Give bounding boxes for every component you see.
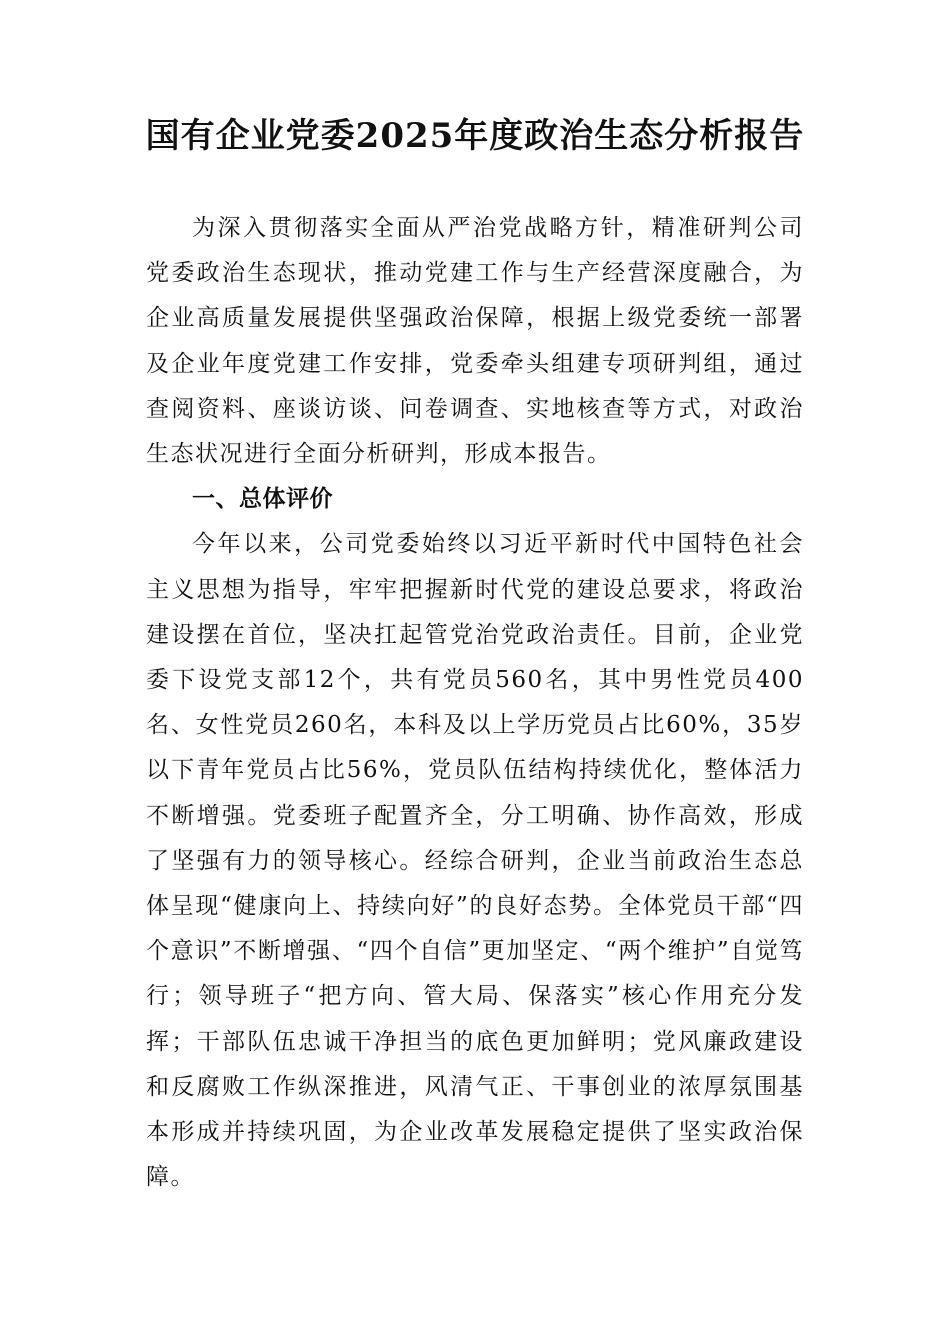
intro-paragraph: 为深入贯彻落实全面从严治党战略方针，精准研判公司党委政治生态现状，推动党建工作与生产经营深度融合，为企业高质量发展提供坚强政治保障，根据上级党委统一部署及企业年度党建工作安排，党委牵头组建专项研判组，通过查阅资料、座谈访谈、问卷调查、实地核查等方式，对政治生态状况进行全面分析研判，形成本报告。: [146, 215, 804, 468]
document-title: 国有企业党委2025年度政治生态分析报告: [145, 116, 805, 156]
section-heading-overall-evaluation: 一、总体评价: [192, 486, 333, 513]
section-1-paragraph: 今年以来，公司党委始终以习近平新时代中国特色社会主义思想为指导，牢牢把握新时代党的建设总要求，将政治建设摆在首位，坚决扛起管党治党政治责任。目前，企业党委下设党支部12个，共有党员560名，其中男性党员400名、女性党员260名，本科及以上学历党员占比60%，35岁以下青年党员占比56%，党员队伍结构持续优化，整体活力不断增强。党委班子配置齐全，分工明确、协作高效，形成了坚强有力的领导核心。经综合研判，企业当前政治生态总体呈现“健康向上、持续向好”的良好态势。全体党员干部“四个意识”不断增强、“四个自信”更加坚定、“两个维护”自觉笃行；领导班子“把方向、管大局、保落实”核心作用充分发挥；干部队伍忠诚干净担当的底色更加鲜明；党风廉政建设和反腐败工作纵深推进，风清气正、干事创业的浓厚氛围基本形成并持续巩固，为企业改革发展稳定提供了坚实政治保障。: [146, 531, 804, 1191]
document-body: [146, 206, 804, 1200]
